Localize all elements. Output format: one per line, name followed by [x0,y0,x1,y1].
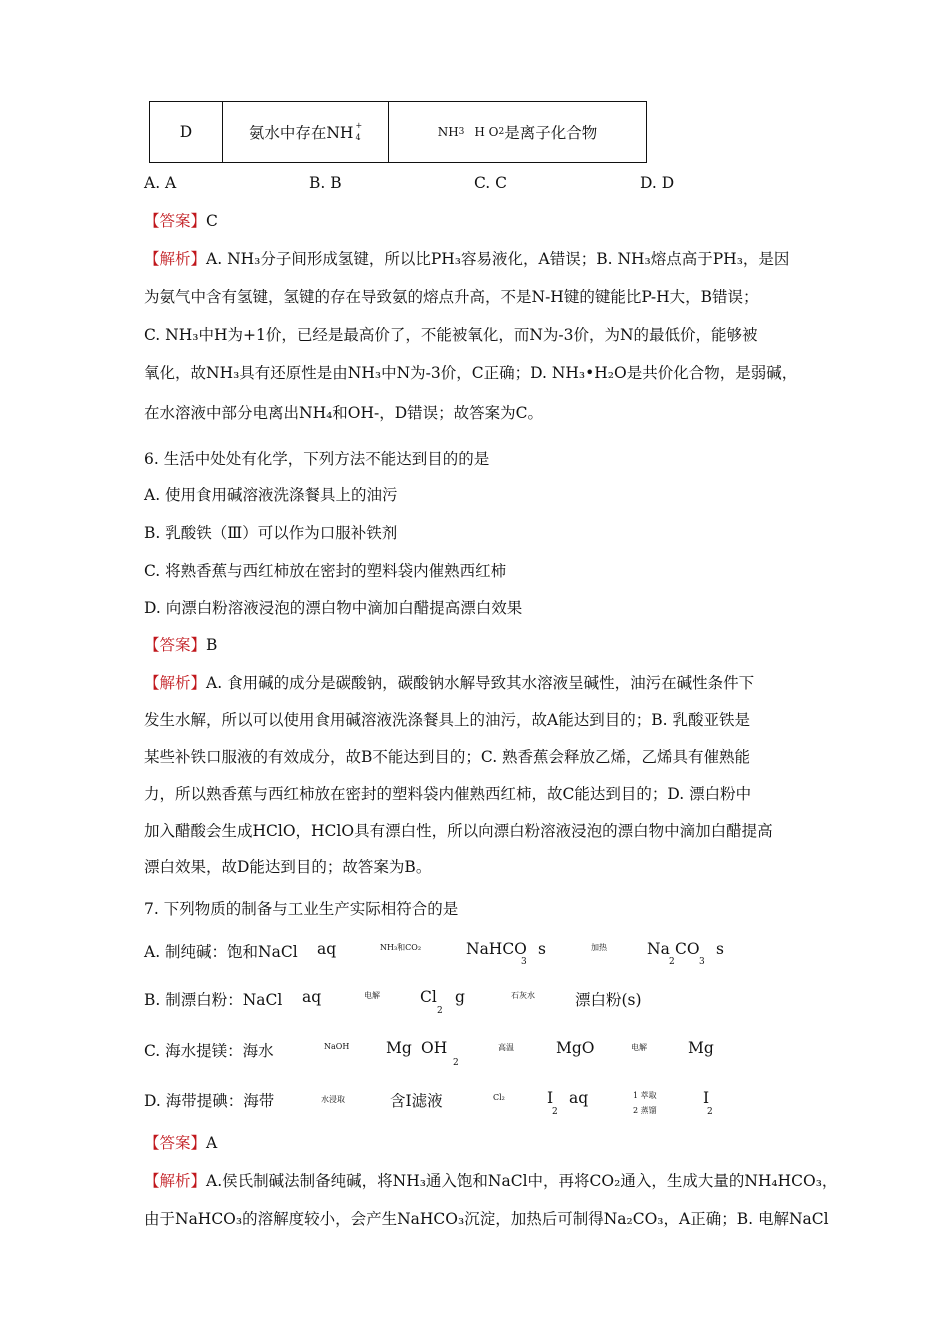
q7-a-s: s [538,940,546,958]
q7-d-i: I [547,1089,554,1107]
q7-b-sub2: 2 [437,1006,443,1016]
q7-c-mg: Mg [386,1039,412,1057]
q7-c-condition1: NaOH [324,1042,350,1051]
analysis-q6-line5: 加入醋酸会生成HClO，HClO具有漂白性，所以向漂白粉溶液浸泡的漂白物中滴加白醋提高 [144,822,773,840]
q7-option-c: C. 海水提镁：海水 [144,1042,274,1060]
q7-a-sub2: 2 [669,957,675,967]
q7-a-co: CO [675,940,700,958]
q7-d-condition2: Cl₂ [493,1093,505,1102]
analysis-text: A.侯氏制碱法制备纯碱，将NH₃通入饱和NaCl中，再将CO₂通入，生成大量的NH₄HCO₃， [206,1172,838,1190]
q7-c-mgo: MgO [556,1039,595,1057]
statement-text: 氨水中存在NH [248,124,354,142]
q7-b-end: 漂白粉(s) [575,991,642,1009]
q6-option-d: D. 向漂白粉溶液浸泡的漂白物中滴加白醋提高漂白效果 [144,599,523,617]
option-letter: D [179,123,193,141]
ion-script [355,120,362,144]
ion-sup: + [355,121,363,130]
table-cell-reason [389,102,646,162]
answer-label: 【答案】 [144,1134,207,1152]
reason-sub2: 2 [498,127,505,137]
answer-value: C [206,212,218,230]
answer-label: 【答案】 [144,212,207,230]
analysis-q6-line2: 发生水解，所以可以使用食用碱溶液洗涤餐具上的油污，故A能达到目的；B. 乳酸亚铁是 [144,711,750,729]
q7-option-a: A. 制纯碱：饱和NaCl [144,943,298,961]
q7-c-condition2: 高温 [498,1043,514,1052]
q7-c-condition3: 电解 [631,1043,647,1052]
q7-c-sub2: 2 [453,1058,459,1068]
analysis-q6-line1 [144,672,754,694]
q7-option-b: B. 制漂白粉：NaCl [144,991,283,1009]
table-cell-option [150,102,223,162]
reason-text: 是离子化合物 [504,124,598,142]
analysis-label: 【解析】 [144,674,207,692]
answer-label: 【答案】 [144,636,207,654]
q7-a-nahco: NaHCO [466,940,527,958]
analysis-q5-line2: 为氨气中含有氢键，氢键的存在导致氨的熔点升高，不是N-H键的键能比P-H大，B错误； [144,288,759,306]
q7-a-sub3b: 3 [699,957,705,967]
answer-q7 [144,1132,217,1154]
option-d: D. D [640,174,675,192]
analysis-q5-line5: 在水溶液中部分电离出NH₄和OH-，D错误；故答案为C。 [144,404,544,422]
option-a: A. A [144,174,177,192]
reason-formula-b: H O [474,125,499,139]
ion-sub: 4 [355,133,361,142]
answer-q5 [144,210,218,232]
q7-a-condition2: 加热 [591,943,607,952]
answer-value: A [206,1134,218,1152]
q7-b-g: g [455,988,465,1006]
q7-a-s2: s [716,940,724,958]
q7-b-condition1: 电解 [364,991,380,1000]
answer-q6 [144,634,217,656]
reason-formula-a: NH [437,125,459,139]
q6-option-a: A. 使用食用碱溶液洗涤餐具上的油污 [144,486,398,504]
analysis-text: A. 食用碱的成分是碳酸钠，碳酸钠水解导致其水溶液呈碱性，油污在碱性条件下 [206,674,755,692]
answer-table-row [149,101,647,163]
analysis-q6-line6: 漂白效果，故D能达到目的；故答案为B。 [144,858,432,876]
q7-b-cl: Cl [420,988,437,1006]
q7-a-condition1: NH₃和CO₂ [380,943,422,952]
q7-d-mid: 含Ⅰ滤液 [390,1092,443,1110]
q6-option-c: C. 将熟香蕉与西红柿放在密封的塑料袋内催熟西红柿 [144,562,507,580]
question-6-stem: 6. 生活中处处有化学，下列方法不能达到目的的是 [144,450,490,468]
q7-c-end: Mg [688,1039,714,1057]
analysis-q7-line1 [144,1170,837,1192]
q7-d-condition3b: 2 蒸馏 [633,1106,657,1115]
question-7-stem: 7. 下列物质的制备与工业生产实际相符合的是 [144,900,459,918]
q7-b-aq: aq [302,988,322,1006]
q7-c-oh: OH [421,1039,448,1057]
analysis-text: A. NH₃分子间形成氢键，所以比PH₃容易液化，A错误；B. NH₃熔点高于PH₃，是因 [206,250,790,268]
reason-sub1: 3 [458,127,465,137]
analysis-q6-line3: 某些补铁口服液的有效成分，故B不能达到目的；C. 熟香蕉会释放乙烯，乙烯具有催熟能 [144,748,751,766]
q7-option-d: D. 海带提碘：海带 [144,1092,275,1110]
analysis-q5-line4: 氧化，故NH₃具有还原性是由NH₃中N为-3价，C正确；D. NH₃•H₂O是共价化合物，是弱碱， [144,364,798,382]
q7-d-sub2b: 2 [707,1107,713,1117]
analysis-label: 【解析】 [144,250,207,268]
option-c: C. C [474,174,508,192]
answer-value: B [206,636,218,654]
q7-d-condition3a: 1 萃取 [633,1091,657,1100]
q7-d-end: I [703,1089,710,1107]
analysis-q5-line1 [144,248,789,270]
analysis-label: 【解析】 [144,1172,207,1190]
analysis-q6-line4: 力，所以熟香蕉与西红柿放在密封的塑料袋内催熟西红柿，故C能达到目的；D. 漂白粉中 [144,785,752,803]
q7-d-aq: aq [569,1089,589,1107]
q7-a-sub3: 3 [521,957,527,967]
q7-a-aq: aq [317,940,337,958]
q7-d-sub2: 2 [552,1107,558,1117]
q7-a-na: Na [647,940,670,958]
q6-option-b: B. 乳酸铁（Ⅲ）可以作为口服补铁剂 [144,524,398,542]
q7-b-condition2: 石灰水 [511,991,535,1000]
option-b: B. B [309,174,342,192]
analysis-q5-line3: C. NH₃中H为+1价，已经是最高价了，不能被氧化，而N为-3价，为N的最低价，能够被 [144,326,758,344]
q7-d-condition1: 水浸取 [321,1095,345,1104]
analysis-q7-line2: 由于NaHCO₃的溶解度较小，会产生NaHCO₃沉淀，加热后可制得Na₂CO₃，A正确；B. 电解NaCl [144,1210,829,1228]
table-cell-statement [223,102,389,162]
